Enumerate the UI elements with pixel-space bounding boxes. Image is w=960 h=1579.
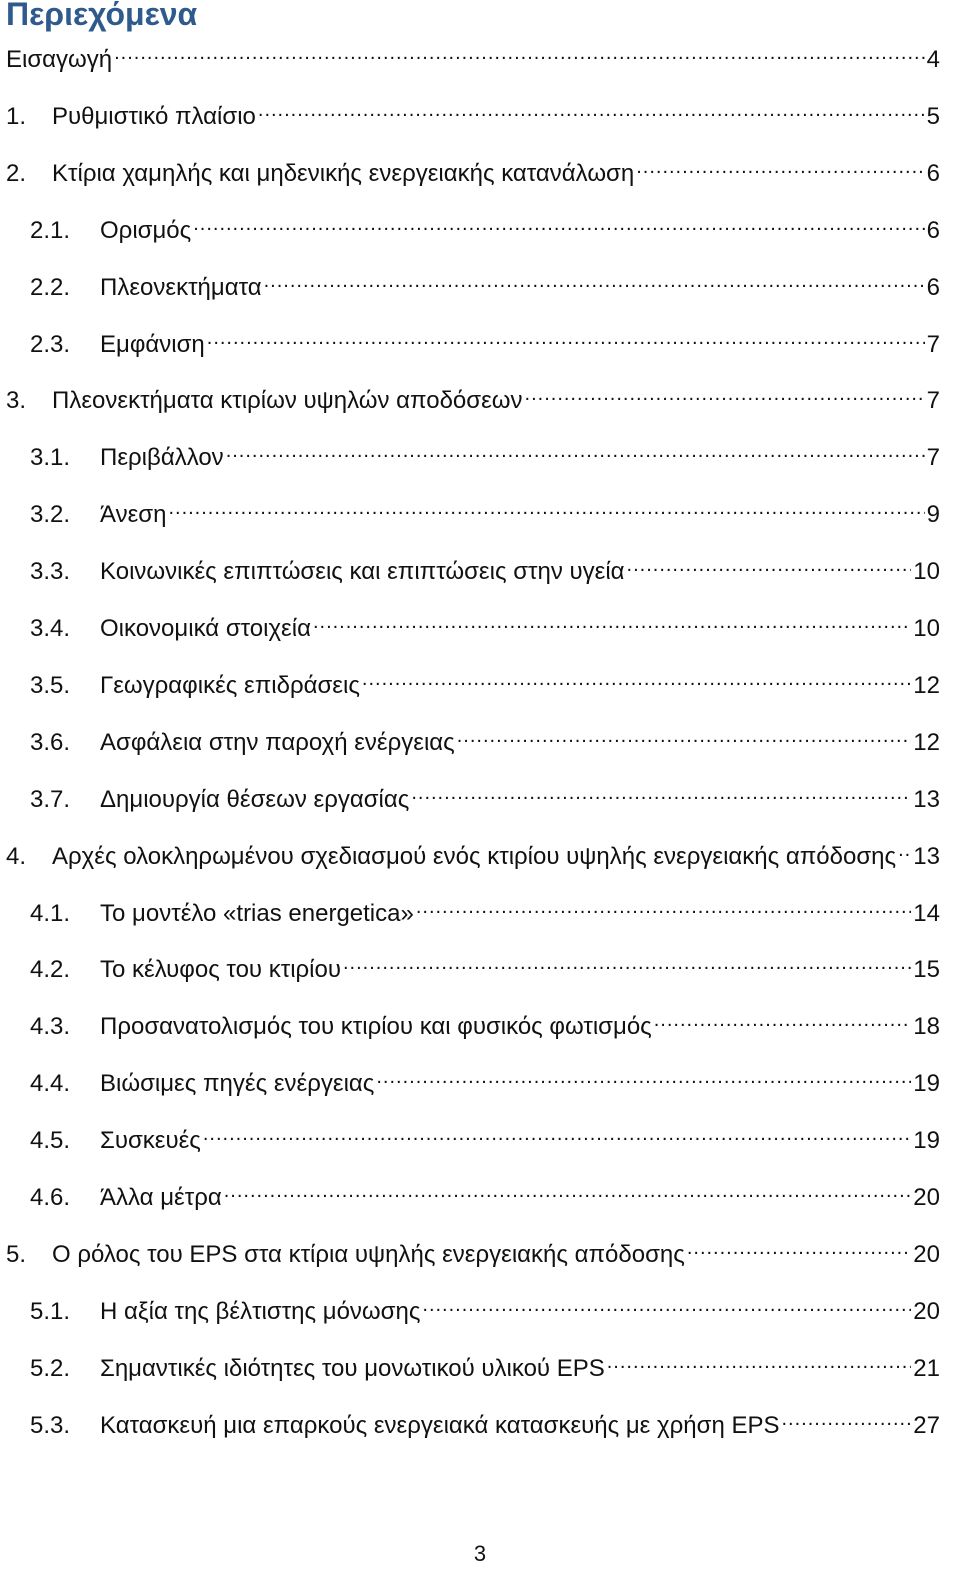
toc-entry-label: Οικονομικά στοιχεία [100,615,311,642]
toc-dot-leader [343,947,911,977]
toc-entry-number: 2.2. [30,273,71,301]
toc-entry-page: 7 [926,444,940,472]
toc-entry-number: 4. [6,842,27,870]
toc-entry-label: Προσανατολισμός του κτιρίου και φυσικός φωτισμός [100,1013,652,1041]
toc-entry[interactable] [6,1232,940,1268]
toc-entry-label: Πλεονεκτήματα κτιρίων υψηλών αποδόσεων [52,387,523,415]
toc-entry-label: Κτίρια χαμηλής και μηδενικής ενεργειακής κατανάλωση [52,159,635,187]
toc-heading: Περιεχόμενα [6,0,198,32]
toc-entry-number: 3. [6,387,27,415]
toc-dot-leader [226,435,925,465]
toc-dot-leader [422,1289,911,1319]
toc-entry-number: 5.2. [30,1354,71,1382]
toc-entry-page: 15 [913,956,940,984]
toc-entry-page: 6 [926,273,940,301]
toc-entry-number: 5. [6,1240,27,1268]
toc-entry[interactable] [30,1004,940,1041]
toc-entry[interactable] [6,834,940,870]
toc-entry-number: 3.6. [30,728,71,756]
toc-entry[interactable] [6,151,940,187]
toc-entry-label: Άλλα μέτρα [100,1184,222,1211]
toc-entry[interactable] [30,947,940,984]
toc-entry[interactable] [30,891,940,927]
toc-entry-page: 5 [926,102,940,130]
toc-entry-label: Ορισμός [100,216,192,244]
toc-entry-number: 3.7. [30,785,71,813]
toc-entry-page: 7 [926,387,940,415]
toc-entry[interactable] [30,1061,940,1098]
toc-entry-number: 4.5. [30,1127,71,1155]
toc-entry-label: Το κέλυφος του κτιρίου [100,956,341,984]
toc-entry-page: 19 [913,1070,940,1098]
toc-entry-page: 4 [926,46,940,73]
toc-entry-number: 2.3. [30,330,71,358]
toc-entry-label: Η αξία της βέλτιστης μόνωσης [100,1297,421,1325]
toc-entry-page: 12 [913,671,940,699]
toc-entry-page: 10 [913,615,940,642]
toc-entry-page: 12 [913,728,940,756]
toc-entry-number: 1. [6,102,27,130]
toc-entry-label: Γεωγραφικές επιδράσεις [100,671,360,699]
toc-entry-number: 4.2. [30,956,71,984]
toc-dot-leader [207,322,925,352]
toc-entry-number: 3.2. [30,501,71,529]
toc-entry-page: 6 [926,159,940,187]
toc-entry-page: 27 [913,1411,940,1439]
toc-dot-leader [203,1118,911,1148]
toc-entry-number: 3.1. [30,444,71,472]
toc-entry[interactable] [30,1289,940,1325]
toc-entry-page: 6 [926,216,940,244]
toc-dot-leader [411,777,911,807]
toc-entry-number: 3.5. [30,671,71,699]
toc-dot-leader [264,265,925,295]
toc-dot-leader [636,151,924,181]
toc-entry-page: 18 [913,1013,940,1041]
toc-entry-label: Συσκευές [100,1127,201,1155]
toc-dot-leader [627,549,912,579]
toc-entry-number: 3.3. [30,558,71,586]
toc-entry-number: 2.1. [30,216,71,244]
toc-dot-leader [607,1346,912,1376]
toc-entry-label: Κατασκευή μια επαρκούς ενεργειακά κατασκευής με χρήση EPS [100,1411,780,1439]
toc-dot-leader [898,834,911,864]
toc-entry[interactable] [30,322,940,358]
toc-entry-page: 20 [913,1297,940,1325]
toc-entry[interactable] [30,1118,940,1155]
toc-entry[interactable] [30,777,940,813]
page-number: 3 [473,1541,487,1566]
toc-entry[interactable] [30,492,940,529]
toc-dot-leader [193,208,924,238]
toc-dot-leader [416,891,911,921]
toc-entry-page: 14 [913,899,940,927]
toc-entry-page: 19 [913,1127,940,1155]
toc-entry-label: Πλεονεκτήματα [100,273,262,301]
toc-entry[interactable] [30,1346,940,1382]
toc-entry-number: 5.1. [30,1297,71,1325]
toc-entry-label: Ο ρόλος του EPS στα κτίρια υψηλής ενεργειακής απόδοσης [52,1240,685,1268]
toc-entry-label: Ρυθμιστικό πλαίσιο [52,102,256,130]
toc-dot-leader [224,1175,912,1205]
toc-dot-leader [168,492,924,522]
toc-entry-number: 4.4. [30,1070,71,1098]
toc-dot-leader [258,94,925,124]
toc-dot-leader [687,1232,911,1262]
toc-entry[interactable] [6,94,940,130]
toc-entry[interactable] [30,435,940,472]
toc-entry-label: Εισαγωγή [6,46,113,73]
toc-entry-label: Βιώσιμες πηγές ενέργειας [100,1070,375,1098]
toc-entry[interactable] [30,208,940,244]
toc-entry-page: 20 [913,1240,940,1268]
toc-entry-page: 13 [913,842,940,870]
toc-entry-label: Ασφάλεια στην παροχή ενέργειας [100,728,455,756]
toc-entry-number: 4.6. [30,1184,71,1211]
toc-entry-number: 4.1. [30,899,71,927]
toc-entry-page: 21 [913,1354,940,1382]
toc-dot-leader [457,720,912,750]
toc-dot-leader [313,606,911,636]
toc-entry-label: Το μοντέλο «trias energetica» [100,899,414,927]
toc-entry-number: 5.3. [30,1411,71,1439]
toc-entry-label: Αρχές ολοκληρωμένου σχεδιασμού ενός κτιρίου υψηλής ενεργειακής απόδοσης [52,842,897,870]
toc-dot-leader [654,1004,912,1034]
toc-entry[interactable] [30,663,940,699]
toc-dot-leader [525,378,925,408]
toc-entry-label: Άνεση [100,501,167,529]
toc-entry-label: Σημαντικές ιδιότητες του μονωτικού υλικού EPS [100,1354,605,1382]
toc-entry-page: 7 [926,330,940,358]
toc-entry[interactable] [30,549,940,586]
toc-dot-leader [114,37,925,67]
toc-entry[interactable] [6,378,940,415]
toc-entry-number: 2. [6,159,27,187]
toc-entry-label: Δημιουργία θέσεων εργασίας [100,785,410,813]
toc-entry[interactable] [6,37,940,73]
toc-entry[interactable] [30,606,940,642]
toc-entry[interactable] [30,265,940,301]
toc-entry-label: Εμφάνιση [100,330,205,358]
toc-entry[interactable] [30,1175,940,1211]
toc-entry[interactable] [30,720,940,756]
toc-entry-label: Περιβάλλον [100,444,224,472]
toc-dot-leader [782,1403,912,1433]
toc-entry-page: 20 [913,1184,940,1211]
toc-entry-number: 4.3. [30,1013,71,1041]
toc-entry-page: 13 [913,785,940,813]
toc-dot-leader [362,663,911,693]
toc-entry-number: 3.4. [30,615,71,642]
toc-entry-label: Κοινωνικές επιπτώσεις και επιπτώσεις στην υγεία [100,558,625,586]
toc-entry-page: 9 [926,501,940,529]
toc-entry-page: 10 [913,558,940,586]
toc-entry[interactable] [30,1403,940,1439]
toc-dot-leader [376,1061,911,1091]
